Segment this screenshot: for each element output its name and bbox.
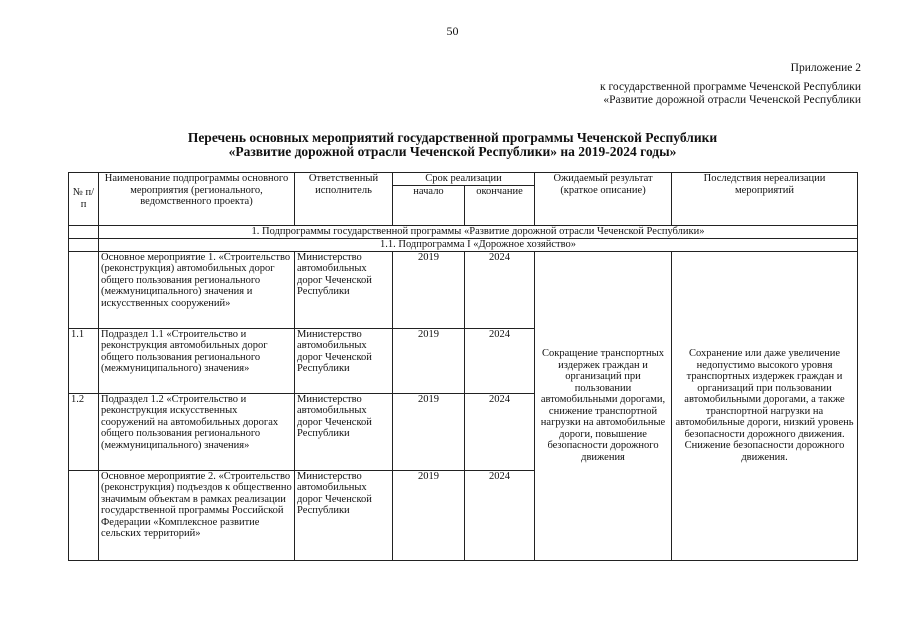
section-spacer (69, 225, 99, 238)
row-name: Основное мероприятие 2. «Строительство (реконструкция) подъездов к общественно значимым объектам в рамках реализации государственной программы Российской Федерации «Комплексное развитие сельских территорий» (99, 470, 295, 560)
header-end: окончание (465, 185, 535, 225)
row-end: 2024 (465, 393, 535, 470)
header-executor: Ответственный исполнитель (295, 173, 393, 226)
document-title-line-2: «Развитие дорожной отрасли Чеченской Республики» на 2019-2024 годы» (228, 144, 677, 159)
row-executor: Министерство автомобильных дорог Чеченской Республики (295, 251, 393, 328)
row-start: 2019 (393, 251, 465, 328)
row-executor: Министерство автомобильных дорог Чеченской Республики (295, 470, 393, 560)
header-num: № п/п (69, 173, 99, 226)
row-num: 1.1 (69, 328, 99, 393)
measures-table (68, 172, 858, 561)
header-name: Наименование подпрограммы основного мероприятия (регионального, ведомственного проекта) (99, 173, 295, 226)
document-title (0, 131, 905, 159)
section-1-1-heading: 1.1. Подпрограмма I «Дорожное хозяйство» (99, 238, 858, 251)
appendix-label: Приложение 2 (790, 62, 861, 74)
appendix-reference-line-1: к государственной программе Чеченской Республики (600, 81, 861, 93)
row-name: Подраздел 1.2 «Строительство и реконструкция искусственных сооружений на автомобильных дорогах общего пользования регионального (межмуниципального) значения» (99, 393, 295, 470)
appendix-reference (600, 81, 861, 107)
row-name: Подраздел 1.1 «Строительство и реконструкция автомобильных дорог общего пользования регионального (межмуниципального) значения» (99, 328, 295, 393)
row-executor: Министерство автомобильных дорог Чеченской Республики (295, 328, 393, 393)
appendix-reference-line-2: «Развитие дорожной отрасли Чеченской Республики (603, 94, 861, 106)
document-title-line-1: Перечень основных мероприятий государственной программы Чеченской Республики (187, 130, 718, 145)
row-start: 2019 (393, 328, 465, 393)
row-name: Основное мероприятие 1. «Строительство (реконструкция) автомобильных дорог общего пользования регионального (межмуниципального) значения и искусственных сооружений» (99, 251, 295, 328)
row-executor: Министерство автомобильных дорог Чеченской Республики (295, 393, 393, 470)
row-start: 2019 (393, 393, 465, 470)
header-consequences: Последствия нереализации мероприятий (672, 173, 858, 226)
row-end: 2024 (465, 251, 535, 328)
row-num (69, 470, 99, 560)
row-start: 2019 (393, 470, 465, 560)
non-implementation-consequences: Сохранение или даже увеличение недопустимо высокого уровня транспортных издержек граждан и организаций при пользовании автомобильными дорогами, а также транспортной нагрузки на автомобильные дороги, низкий уровень безопасности дорожного движения. Снижение безопасности дорожного движения. (672, 251, 858, 560)
header-start: начало (393, 185, 465, 225)
table-row (69, 251, 858, 328)
section-1-heading: 1. Подпрограммы государственной программы «Развитие дорожной отрасли Чеченской Республики» (99, 225, 858, 238)
row-num (69, 251, 99, 328)
row-num: 1.2 (69, 393, 99, 470)
page-number: 50 (446, 24, 459, 38)
header-result: Ожидаемый результат (краткое описание) (535, 173, 672, 226)
section-spacer (69, 238, 99, 251)
header-period: Срок реализации (393, 173, 535, 186)
row-end: 2024 (465, 328, 535, 393)
row-end: 2024 (465, 470, 535, 560)
expected-result: Сокращение транспортных издержек граждан и организаций при пользовании автомобильными дорогами, снижение транспортной нагрузки на автомобильные дороги, повышение безопасности дорожного движения (535, 251, 672, 560)
